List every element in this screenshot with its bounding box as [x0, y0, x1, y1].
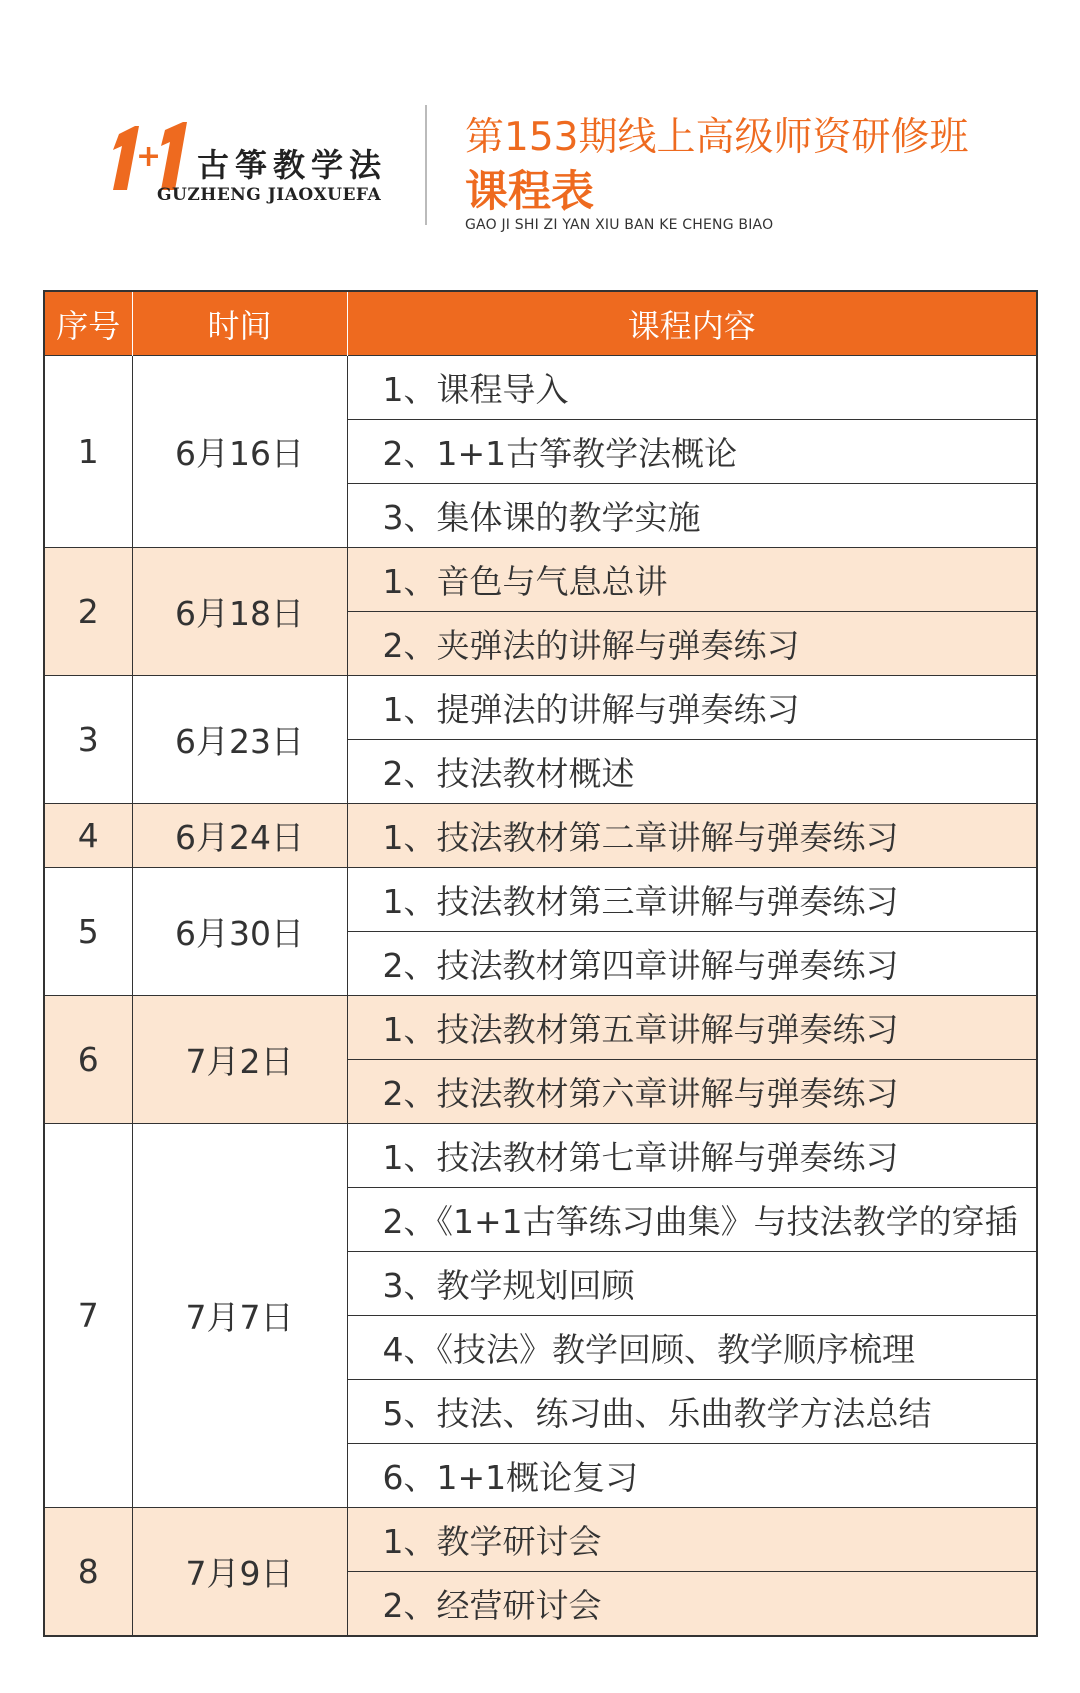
- session-number: 6: [44, 996, 132, 1124]
- course-item: 1、教学研讨会: [347, 1508, 1037, 1572]
- header-content: 课程内容: [347, 291, 1037, 356]
- page-header: [0, 0, 1080, 290]
- session-number: 1: [44, 356, 132, 548]
- course-item: 3、集体课的教学实施: [347, 484, 1037, 548]
- table-row: [44, 1508, 1037, 1572]
- session-date: 6月24日: [132, 804, 347, 868]
- course-item: 2、经营研讨会: [347, 1572, 1037, 1637]
- course-item: 1、音色与气息总讲: [347, 548, 1037, 612]
- session-number: 3: [44, 676, 132, 804]
- course-schedule-table: [43, 290, 1038, 1637]
- table-row: [44, 676, 1037, 740]
- header-date: 时间: [132, 291, 347, 356]
- course-item: 1、技法教材第五章讲解与弹奏练习: [347, 996, 1037, 1060]
- session-date: 6月30日: [132, 868, 347, 996]
- session-date: 7月2日: [132, 996, 347, 1124]
- course-item: 2、技法教材第六章讲解与弹奏练习: [347, 1060, 1037, 1124]
- table-header-row: [44, 291, 1037, 356]
- session-date: 6月23日: [132, 676, 347, 804]
- table-row: [44, 804, 1037, 868]
- course-item: 2、夹弹法的讲解与弹奏练习: [347, 612, 1037, 676]
- header-number: 序号: [44, 291, 132, 356]
- session-number: 4: [44, 804, 132, 868]
- page-title: 第153期线上高级师资研修班: [465, 115, 969, 160]
- logo-text-cn: 古筝教学法: [197, 146, 388, 184]
- table-row: [44, 548, 1037, 612]
- course-item: 5、技法、练习曲、乐曲教学方法总结: [347, 1380, 1037, 1444]
- session-number: 7: [44, 1124, 132, 1508]
- course-item: 1、技法教材第二章讲解与弹奏练习: [347, 804, 1037, 868]
- course-item: 1、课程导入: [347, 356, 1037, 420]
- table-row: [44, 356, 1037, 420]
- course-item: 2、1+1古筝教学法概论: [347, 420, 1037, 484]
- table-row: [44, 1124, 1037, 1188]
- page-subtitle: 课程表: [465, 167, 594, 217]
- session-date: 6月18日: [132, 548, 347, 676]
- svg-text:+: +: [136, 139, 162, 174]
- session-date: 7月9日: [132, 1508, 347, 1637]
- session-number: 2: [44, 548, 132, 676]
- course-item: 3、教学规划回顾: [347, 1252, 1037, 1316]
- session-number: 5: [44, 868, 132, 996]
- course-item: 6、1+1概论复习: [347, 1444, 1037, 1508]
- course-item: 2、技法教材第四章讲解与弹奏练习: [347, 932, 1037, 996]
- brand-logo: [105, 120, 395, 210]
- header-divider: [425, 105, 427, 225]
- course-item: 1、技法教材第七章讲解与弹奏练习: [347, 1124, 1037, 1188]
- course-item: 4、《技法》教学回顾、教学顺序梳理: [347, 1316, 1037, 1380]
- course-item: 1、提弹法的讲解与弹奏练习: [347, 676, 1037, 740]
- table-row: [44, 868, 1037, 932]
- course-item: 2、《1+1古筝练习曲集》与技法教学的穿插: [347, 1188, 1037, 1252]
- course-item: 1、技法教材第三章讲解与弹奏练习: [347, 868, 1037, 932]
- logo-text-en: GUZHENG JIAOXUEFA: [157, 185, 382, 205]
- course-item: 2、技法教材概述: [347, 740, 1037, 804]
- session-date: 6月16日: [132, 356, 347, 548]
- session-number: 8: [44, 1508, 132, 1637]
- table-row: [44, 996, 1037, 1060]
- session-date: 7月7日: [132, 1124, 347, 1508]
- title-pinyin: GAO JI SHI ZI YAN XIU BAN KE CHENG BIAO: [465, 217, 774, 233]
